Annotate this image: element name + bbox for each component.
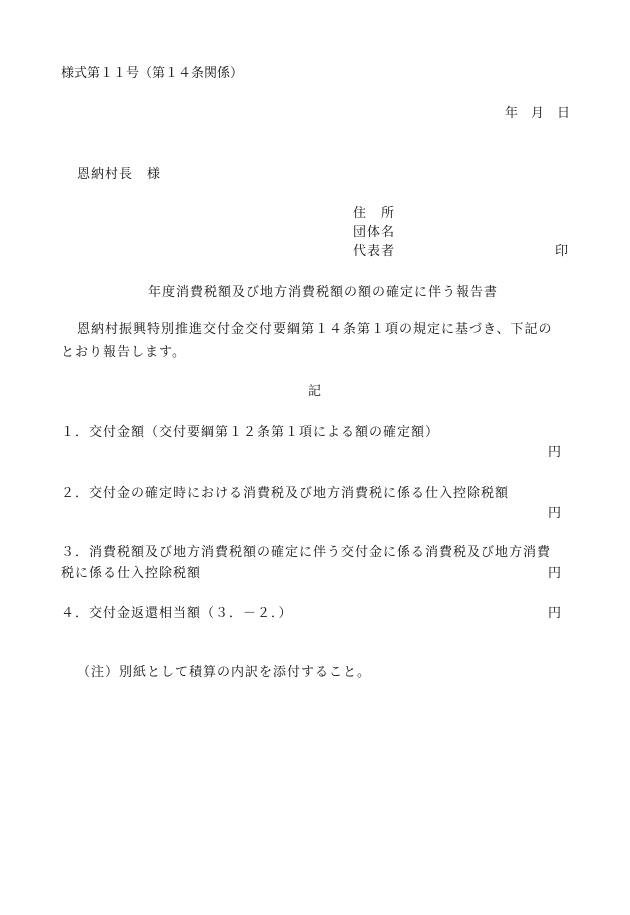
representative-label: 代表者: [353, 244, 396, 259]
address-label: 住 所: [353, 206, 396, 221]
recipient: 恩納村長 様: [77, 167, 162, 182]
document-title: 年度消費税額及び地方消費税額の額の確定に伴う報告書: [148, 285, 499, 300]
item-3-text-line-1: ３．消費税額及び地方消費税額の確定に伴う交付金に係る消費税及び地方消費: [61, 545, 552, 560]
item-1-unit: 円: [548, 445, 562, 460]
item-2-text: ２．交付金の確定時における消費税及び地方消費税に係る仕入控除税額: [61, 486, 510, 501]
body-line-1: 恩納村振興特別推進交付金交付要綱第１４条第１項の規定に基づき、下記の: [77, 322, 553, 337]
item-4-unit: 円: [548, 606, 562, 621]
note: （注）別紙として積算の内訳を添付すること。: [77, 665, 372, 680]
item-2-unit: 円: [548, 506, 562, 521]
body-line-2: とおり報告します。: [61, 345, 186, 360]
organization-label: 団体名: [353, 225, 396, 240]
date-line: 年 月 日: [504, 106, 570, 121]
item-3-unit: 円: [548, 566, 562, 581]
item-1-text: １．交付金額（交付要綱第１２条第１項による額の確定額）: [61, 425, 440, 440]
seal-mark: 印: [555, 244, 569, 259]
item-3-text-line-2: 税に係る仕入控除税額: [61, 566, 202, 581]
item-4-text: ４．交付金返還相当額（３．－２．）: [61, 606, 293, 621]
ki-heading: 記: [308, 384, 322, 399]
form-number: 様式第１１号（第１４条関係）: [61, 66, 244, 81]
